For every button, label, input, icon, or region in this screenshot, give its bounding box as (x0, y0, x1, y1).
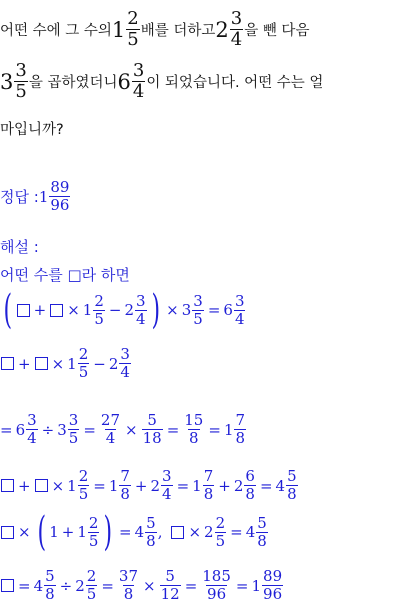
fraction: $\frac{2}{5}$ (78, 467, 89, 503)
fraction: $\frac{6}{8}$ (245, 467, 255, 503)
fraction: $\frac{185}{96}$ (202, 567, 231, 603)
question-line-2: 3 $\frac{3}{5}$ 을 곱하였더니 6 $\frac{3}{4}$ 이 되었습니다. 어떤 수는 얼 (0, 60, 324, 102)
solution-intro: 어떤 수를 □라 하면 (0, 266, 130, 284)
fraction: $\frac{3}{5}$ (15, 60, 27, 102)
question-line-1: 어떤 수에 그 수의 1 $\frac{2}{5}$ 배를 더하고 2 $\frac{3}{4}$ 을 뺀 다음 (0, 8, 310, 50)
fraction: $\frac{89}{96}$ (263, 567, 283, 603)
fraction: $\frac{2}{5}$ (94, 291, 104, 328)
fraction: $\frac{5}{8}$ (287, 467, 297, 503)
fraction: $\frac{3}{4}$ (230, 8, 243, 50)
fraction: $\frac{3}{5}$ (193, 291, 203, 328)
fraction: $\frac{37}{8}$ (118, 567, 139, 603)
fraction: $\frac{2}{5}$ (86, 567, 97, 603)
equation-4: + × 1 $\frac{2}{5}$ = 1 $\frac{7}{8}$ + 2 $\frac{3}{4}$ = 1 $\frac{7}{8}$ + 2 $\frac{6}{8}$ = 4 $\frac{5}{8}$ (0, 469, 299, 502)
fraction: $\frac{3}{4}$ (135, 291, 146, 328)
fraction: $\frac{5}{8}$ (257, 513, 267, 550)
unknown-box (35, 479, 48, 492)
fraction: $\frac{3}{5}$ (68, 411, 79, 447)
unknown-box (1, 357, 14, 370)
fraction: $\frac{15}{8}$ (184, 411, 204, 447)
mixed-whole: 2 (215, 17, 229, 42)
answer-label: 정답 : (0, 188, 39, 206)
fraction: $\frac{3}{4}$ (162, 467, 172, 503)
fraction: $\frac{2}{5}$ (215, 513, 226, 550)
fraction: $\frac{5}{12}$ (160, 567, 180, 603)
fraction: $\frac{2}{5}$ (88, 513, 99, 550)
unknown-box (50, 304, 63, 317)
fraction: $\frac{2}{5}$ (78, 345, 89, 381)
fraction: $\frac{27}{4}$ (100, 411, 121, 447)
fraction: $\frac{3}{4}$ (27, 411, 37, 447)
fraction: $\frac{3}{4}$ (120, 345, 130, 381)
equation-5: × ( 1 + 1 $\frac{2}{5}$ ) = 4 $\frac{5}{8}$ , × 2 $\frac{2}{5}$ = 4 $\frac{5}{8}$ (0, 512, 269, 552)
mixed-whole: 6 (117, 69, 131, 94)
unknown-box (1, 526, 14, 539)
unknown-box (17, 304, 30, 317)
equation-3: = 6 $\frac{3}{4}$ ÷ 3 $\frac{3}{5}$ = $\frac{27}{4}$ × $\frac{5}{18}$ = $\frac{15}{8}$ = 1 $\frac{7}{8}$ (0, 411, 246, 447)
unknown-box (1, 479, 14, 492)
fraction: $\frac{7}{8}$ (120, 467, 130, 503)
mixed-whole: 1 (111, 17, 126, 42)
question-line-3: 마입니까? (0, 122, 64, 138)
equation-1: ( + × 1 $\frac{2}{5}$ − 2 $\frac{3}{4}$ ) × 3 $\frac{3}{5}$ = 6 $\frac{3}{4}$ (3, 287, 245, 333)
unknown-box (35, 357, 48, 370)
answer-fraction: $\frac{89}{96}$ (50, 178, 70, 214)
fraction: $\frac{5}{8}$ (146, 513, 156, 550)
equation-2: + × 1 $\frac{2}{5}$ − 2 $\frac{3}{4}$ (0, 347, 132, 380)
fraction: $\frac{2}{5}$ (127, 8, 139, 50)
fraction: $\frac{5}{8}$ (45, 567, 55, 603)
solution-label: 해설 : (0, 238, 39, 256)
mixed-whole: 3 (0, 69, 14, 94)
fraction: $\frac{3}{4}$ (234, 291, 245, 328)
fraction: $\frac{7}{8}$ (235, 411, 246, 447)
fraction: $\frac{5}{18}$ (142, 411, 162, 447)
fraction: $\frac{7}{8}$ (203, 467, 214, 503)
fraction: $\frac{3}{4}$ (132, 60, 145, 102)
answer-line: 정답 : 1 $\frac{89}{96}$ (0, 178, 70, 214)
equation-6: = 4 $\frac{5}{8}$ ÷ 2 $\frac{2}{5}$ = $\frac{37}{8}$ × $\frac{5}{12}$ = $\frac{185}{96}$ = 1 $\frac{89}{96}$ (0, 569, 284, 602)
unknown-box (171, 526, 184, 539)
unknown-box (1, 579, 14, 592)
